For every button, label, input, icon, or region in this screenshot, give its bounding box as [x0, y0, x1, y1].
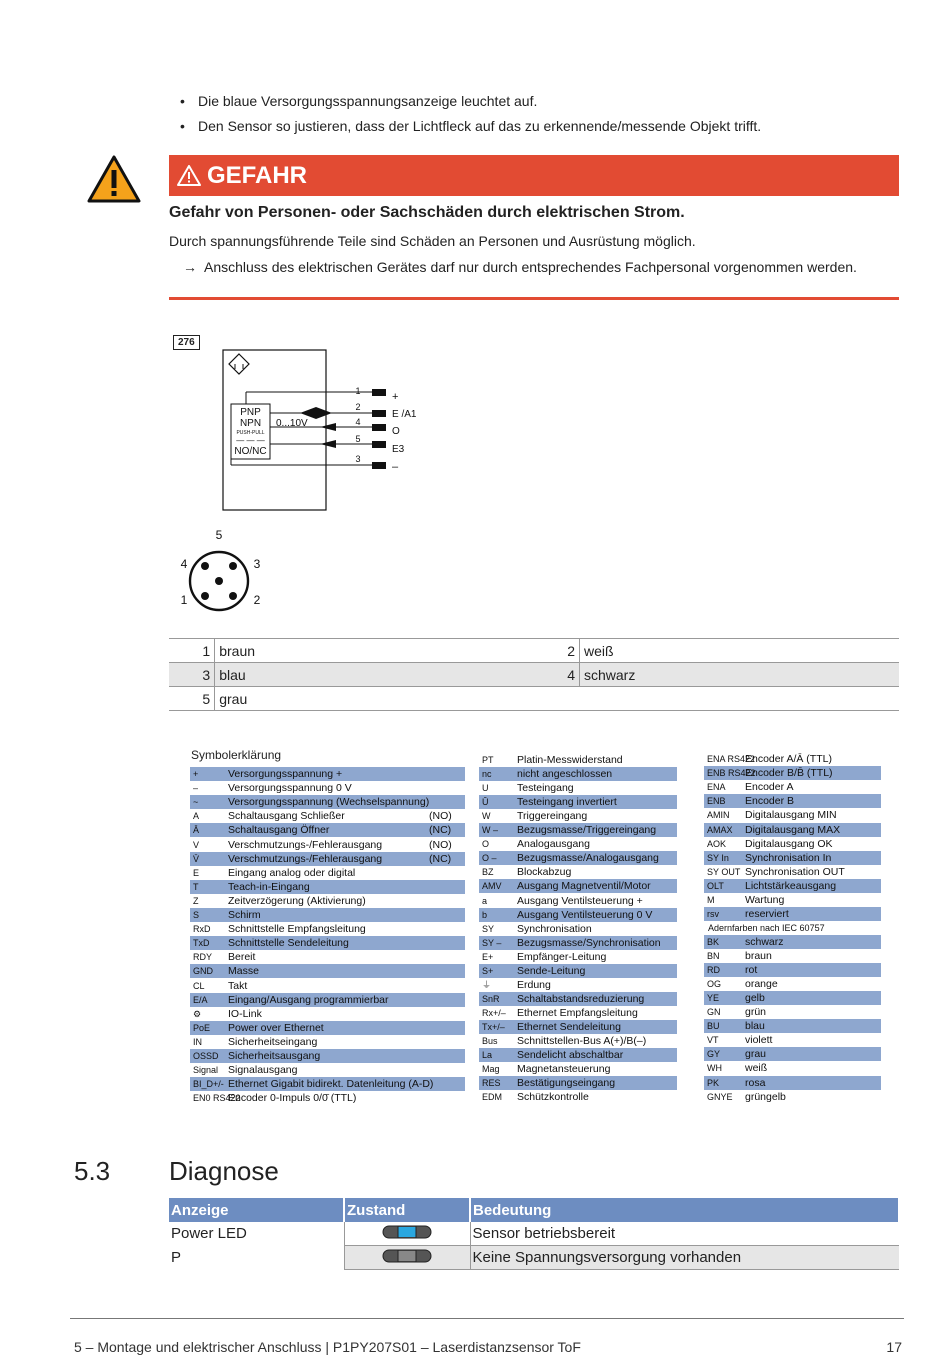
legend-symbol: ⏚ — [482, 979, 492, 990]
legend-symbol: BU — [707, 1021, 720, 1032]
legend-description: Schnittstellen-Bus A(+)/B(–) — [517, 1035, 647, 1047]
legend-description: Verschmutzungs-/Fehlerausgang — [228, 852, 383, 865]
legend-symbol: IN — [193, 1036, 202, 1047]
legend-row — [479, 1076, 677, 1090]
legend-description: Encoder B — [745, 795, 795, 808]
legend-row — [704, 1005, 881, 1019]
pin-label: + — [392, 391, 399, 403]
legend-symbol: SY In — [707, 852, 729, 863]
legend-symbol: BK — [707, 937, 720, 947]
legend-symbol: E/A — [193, 994, 208, 1005]
column-header: Anzeige — [169, 1198, 344, 1222]
legend-description: orange — [745, 978, 778, 991]
legend-row — [704, 752, 881, 766]
table-cell: 3 — [169, 663, 215, 687]
legend-row — [479, 1048, 677, 1062]
legend-symbol: PT — [482, 755, 494, 765]
legend-row — [190, 1021, 465, 1035]
legend-row — [479, 781, 677, 795]
legend-row — [479, 992, 677, 1006]
legend-row — [704, 991, 881, 1005]
legend-row — [479, 753, 677, 767]
legend-symbol: AOK — [707, 838, 727, 849]
legend-row — [479, 908, 677, 922]
table-header-row — [169, 1198, 899, 1222]
connector-pin-label: 3 — [253, 557, 261, 571]
legend-symbol: S — [193, 910, 200, 920]
legend-symbol: SnR — [482, 993, 500, 1004]
figure-number: 276 — [173, 335, 200, 350]
legend-description: Synchronisation In — [745, 851, 832, 864]
legend-row — [479, 767, 677, 781]
legend-title: Symbolerklärung — [191, 748, 282, 762]
legend-symbol: RxD — [193, 924, 211, 935]
legend-description: grün — [745, 1006, 767, 1019]
legend-symbol: WH — [707, 1063, 722, 1074]
legend-row — [704, 780, 881, 794]
legend-row — [190, 1007, 465, 1021]
legend-symbol: V̄ — [193, 853, 200, 864]
legend-symbol: Bus — [482, 1036, 498, 1046]
legend-description: Versorgungsspannung 0 V — [228, 782, 352, 795]
legend-symbol: Tx+/– — [482, 1021, 505, 1032]
legend-symbol: T — [193, 881, 199, 892]
legend-symbol: ENB — [707, 796, 726, 807]
table-cell: P — [169, 1246, 344, 1270]
legend-description: weiß — [745, 1062, 768, 1075]
legend-description: violett — [745, 1034, 773, 1047]
pnp-label: PNP — [240, 407, 261, 418]
dashes: — — — — [236, 436, 265, 445]
legend-description: Ethernet Gigabit bidirekt. Datenleitung (A-D) — [228, 1078, 434, 1091]
pin-number: 5 — [355, 434, 361, 444]
legend-description: Empfänger-Leitung — [517, 950, 607, 963]
legend-symbol: S+ — [482, 965, 494, 976]
connector-pin-label: 5 — [215, 528, 223, 542]
connector-pin-label: 2 — [253, 593, 261, 607]
arrow-right-icon: → — [183, 259, 197, 275]
legend-symbol: AMAX — [707, 824, 733, 835]
legend-description: Sicherheitseingang — [228, 1035, 318, 1048]
legend-symbol: Ū — [482, 797, 489, 808]
legend-description: Schaltausgang Öffner — [228, 824, 330, 837]
legend-symbol: a — [482, 895, 488, 906]
legend-symbol: OSSD — [193, 1051, 219, 1061]
legend-row — [704, 823, 881, 837]
legend-row — [704, 1033, 881, 1047]
legend-symbol: La — [482, 1050, 493, 1061]
legend-description: Teach-in-Eingang — [228, 880, 310, 893]
legend-subtitle: Adernfarben nach IEC 60757 — [708, 923, 825, 933]
legend-row — [479, 879, 677, 893]
table-cell: Power LED — [169, 1222, 344, 1246]
list-item: • Den Sensor so justieren, dass der Lichtfleck auf das zu erkennende/messende Objekt trifft. — [176, 117, 896, 142]
column-header: Zustand — [344, 1198, 470, 1222]
legend-description: Testeingang invertiert — [517, 796, 617, 809]
legend-row — [704, 949, 881, 963]
legend-row — [190, 838, 465, 852]
diagnosis-table — [169, 1198, 900, 1270]
legend-symbol: BN — [707, 951, 720, 962]
legend-row — [479, 837, 677, 851]
legend-row — [190, 866, 465, 880]
legend-description: Ethernet Empfangsleitung — [517, 1006, 638, 1019]
legend-description: Schaltausgang Schließer — [228, 810, 345, 823]
legend-description: Schnittstelle Sendeleitung — [228, 937, 349, 950]
legend-row — [479, 894, 677, 908]
led-indicator-icon — [382, 1225, 432, 1239]
legend-description: rot — [745, 964, 758, 977]
legend-description: blau — [745, 1020, 765, 1033]
legend-description: Bereit — [228, 951, 256, 964]
legend-row — [190, 964, 465, 978]
legend-description: Sendelicht abschaltbar — [517, 1049, 624, 1062]
legend-contact-type: (NC) — [429, 852, 452, 865]
legend-symbol: Ā — [193, 825, 200, 836]
legend-symbol: SY – — [482, 937, 502, 948]
legend-description: Versorgungsspannung (Wechselspannung) — [228, 796, 430, 809]
section-title: Diagnose — [169, 1156, 279, 1186]
legend-row — [479, 978, 677, 992]
legend-row — [190, 1091, 465, 1105]
legend-description: Magnetansteuerung — [517, 1063, 611, 1076]
legend-description: gelb — [745, 992, 765, 1005]
legend-description: Encoder 0-Impuls 0/0̄ (TTL) — [228, 1092, 357, 1105]
legend-symbol: BZ — [482, 867, 494, 878]
legend-symbol: PoE — [193, 1022, 211, 1033]
pin-number: 3 — [355, 454, 361, 464]
legend-row — [479, 795, 677, 809]
legend-row — [704, 1076, 881, 1090]
legend-row — [479, 1090, 677, 1104]
legend-row — [479, 809, 677, 823]
legend-row — [190, 795, 465, 809]
legend-symbol: VT — [707, 1035, 719, 1046]
range-label: 0...10V — [276, 418, 308, 429]
legend-row — [190, 894, 465, 908]
legend-symbol: ⚙ — [193, 1008, 202, 1019]
legend-row — [190, 908, 465, 922]
legend-contact-type: (NC) — [429, 824, 452, 837]
pin-number: 2 — [355, 402, 361, 412]
table-cell: blau — [215, 663, 534, 687]
legend-symbol: OG — [707, 979, 722, 990]
legend-description: rosa — [745, 1076, 766, 1089]
legend-symbol: GND — [193, 966, 213, 977]
legend-description: Bezugsmasse/Synchronisation — [517, 936, 661, 949]
legend-description: Encoder A/Ā (TTL) — [745, 753, 832, 765]
legend-row — [704, 893, 881, 907]
legend-symbol: CL — [193, 980, 205, 991]
legend-description: schwarz — [745, 936, 784, 948]
legend-description: Encoder A — [745, 781, 794, 794]
legend-symbol: W — [482, 811, 491, 822]
connector-pin-label: 1 — [180, 593, 188, 607]
table-cell: Keine Spannungsversorgung vorhanden — [470, 1246, 899, 1270]
legend-symbol: EDM — [482, 1092, 502, 1103]
legend-symbol: rsv — [707, 909, 719, 920]
legend-description: Eingang analog oder digital — [228, 866, 356, 879]
legend-description: grau — [745, 1048, 767, 1061]
legend-symbol: EN0 RS422 — [193, 1093, 241, 1104]
page-number: 17 — [886, 1339, 902, 1355]
legend-symbol: AMV — [482, 881, 502, 892]
legend-row — [704, 1061, 881, 1075]
legend-symbol: E — [193, 867, 200, 878]
legend-description: Takt — [228, 979, 248, 992]
legend-description: Ausgang Magnetventil/Motor — [517, 880, 651, 893]
legend-symbol: Rx+/– — [482, 1007, 506, 1018]
legend-row — [190, 1077, 465, 1091]
legend-description: Sicherheitsausgang — [228, 1050, 321, 1062]
legend-description: Schützkontrolle — [517, 1091, 589, 1104]
legend-description: Synchronisation OUT — [745, 865, 845, 878]
legend-row — [479, 936, 677, 950]
table-cell: 2 — [534, 639, 580, 663]
legend-row — [190, 1035, 465, 1049]
legend-description: Zeitverzögerung (Aktivierung) — [228, 894, 366, 907]
column-header: Bedeutung — [470, 1198, 899, 1222]
legend-description: Bezugsmasse/Analogausgang — [517, 852, 659, 865]
nonc-label: NO/NC — [234, 446, 267, 457]
legend-row — [190, 880, 465, 894]
legend-description: Ausgang Ventilsteuerung + — [517, 894, 643, 907]
table-cell: 5 — [169, 687, 215, 711]
legend-symbol: nc — [482, 769, 492, 780]
danger-title: Gefahr von Personen- oder Sachschäden durch elektrischen Strom. — [169, 204, 685, 221]
legend-description: IO-Link — [228, 1007, 262, 1020]
legend-symbol: Signal — [193, 1065, 219, 1076]
legend-symbol: A — [193, 811, 200, 822]
legend-symbol: E+ — [482, 951, 494, 962]
legend-row — [704, 935, 881, 949]
legend-row — [190, 852, 465, 866]
legend-row — [190, 767, 465, 781]
legend-row — [704, 1047, 881, 1061]
table-row — [169, 1222, 899, 1246]
legend-row — [190, 781, 465, 795]
legend-symbol: ENA — [707, 782, 726, 793]
legend-symbol: + — [193, 769, 199, 779]
legend-description: Verschmutzungs-/Fehlerausgang — [228, 838, 383, 851]
list-item: • Die blaue Versorgungsspannungsanzeige leuchtet auf. — [176, 92, 896, 117]
legend-description: Eingang/Ausgang programmierbar — [228, 993, 389, 1006]
legend-row — [479, 1006, 677, 1020]
legend-symbol: V — [193, 839, 200, 850]
legend-row — [190, 823, 465, 837]
legend-row — [479, 851, 677, 865]
legend-row — [704, 977, 881, 991]
legend-description: Digitalausgang OK — [745, 837, 833, 850]
legend-row — [190, 809, 465, 823]
table-cell: schwarz — [579, 663, 899, 687]
legend-symbol: ENB RS422 — [707, 768, 756, 779]
legend-description: Encoder B/B̄ (TTL) — [745, 767, 833, 780]
legend-description: Power over Ethernet — [228, 1021, 324, 1034]
legend-row — [704, 1090, 881, 1104]
pin-number: 1 — [355, 386, 361, 396]
legend-description: grüngelb — [745, 1090, 786, 1103]
legend-row — [190, 922, 465, 936]
legend-description: nicht angeschlossen — [517, 768, 613, 781]
legend-row — [479, 964, 677, 978]
table-cell: Sensor betriebsbereit — [470, 1222, 899, 1246]
push-pull-label: PUSH-PULL — [236, 430, 265, 436]
legend-symbol: GNYE — [707, 1091, 733, 1102]
table-row — [169, 1246, 899, 1270]
legend-description: Masse — [228, 965, 259, 978]
legend-row — [704, 808, 881, 822]
pin-label: E3 — [392, 444, 405, 455]
legend-description: Platin-Messwiderstand — [517, 754, 623, 766]
legend-symbol: SY OUT — [707, 866, 741, 877]
legend-description: Ausgang Ventilsteuerung 0 V — [517, 908, 653, 921]
table-cell: weiß — [579, 639, 899, 663]
legend-row — [704, 907, 881, 921]
legend-row — [704, 766, 881, 780]
legend-description: Digitalausgang MAX — [745, 823, 841, 836]
legend-description: Signalausgang — [228, 1064, 298, 1077]
legend-description: Bestätigungseingang — [517, 1077, 616, 1090]
legend-symbol: GN — [707, 1007, 721, 1018]
legend-description: Schnittstelle Empfangsleitung — [228, 923, 366, 936]
legend-description: braun — [745, 950, 772, 963]
legend-symbol: YE — [707, 993, 720, 1004]
legend-row — [479, 950, 677, 964]
table-cell: grau — [215, 687, 534, 711]
pin-label: – — [392, 461, 399, 473]
legend-row — [479, 1034, 677, 1048]
legend-row — [704, 865, 881, 879]
legend-symbol: RD — [707, 965, 720, 976]
legend-row — [190, 950, 465, 964]
legend-description: Schaltabstandsreduzierung — [517, 992, 645, 1005]
legend-description: reserviert — [745, 908, 789, 921]
legend-symbol: SY — [482, 923, 495, 934]
pin-number: 4 — [355, 417, 361, 427]
pin-label: E /A1 — [392, 409, 417, 420]
legend-description: Ethernet Sendeleitung — [517, 1020, 621, 1033]
legend-description: Wartung — [745, 894, 785, 906]
legend-symbol: M — [707, 895, 715, 905]
legend-symbol: Z — [193, 895, 199, 906]
led-state-cell — [344, 1222, 470, 1246]
legend-symbol: RES — [482, 1078, 501, 1089]
npn-label: NPN — [239, 418, 262, 429]
table-cell: 1 — [169, 639, 215, 663]
legend-row — [704, 851, 881, 865]
led-state-cell — [344, 1246, 470, 1270]
legend-description: Triggereingang — [517, 810, 588, 823]
legend-symbol: PK — [707, 1077, 720, 1088]
legend-symbol: Mag — [482, 1064, 500, 1075]
legend-row — [479, 865, 677, 879]
legend-row — [479, 823, 677, 837]
legend-description: Analogausgang — [517, 838, 590, 851]
legend-description: Blockabzug — [517, 866, 572, 879]
connector-pin-label: 4 — [180, 557, 188, 571]
legend-row — [190, 993, 465, 1007]
legend-description: Testeingang — [517, 782, 574, 795]
legend-symbol: b — [482, 909, 488, 920]
legend-description: Lichtstärkeausgang — [745, 879, 837, 892]
legend-contact-type: (NO) — [429, 810, 452, 823]
legend-row — [190, 1049, 465, 1063]
legend-description: Digitalausgang MIN — [745, 809, 837, 822]
table-cell: braun — [215, 639, 534, 663]
legend-symbol: – — [193, 783, 199, 794]
legend-symbol: ENA RS422 — [707, 754, 756, 764]
legend-description: Versorgungsspannung + — [228, 768, 343, 780]
legend-description: Erdung — [517, 978, 551, 991]
pin-label: O — [392, 426, 400, 437]
legend-row — [190, 936, 465, 950]
legend-symbol: RDY — [193, 952, 213, 963]
legend-row — [190, 979, 465, 993]
legend-row — [479, 1020, 677, 1034]
legend-row — [704, 963, 881, 977]
legend-description: Synchronisation — [517, 922, 592, 935]
legend-symbol: OLT — [707, 880, 724, 891]
footer-text: 5 – Montage und elektrischer Anschluss | P1PY207S01 – Laserdistanzsensor ToF — [74, 1339, 581, 1355]
danger-text: Durch spannungsführende Teile sind Schäden an Personen und Ausrüstung möglich. — [169, 233, 696, 249]
legend-symbol: O – — [482, 853, 497, 864]
legend-symbol: O — [482, 839, 490, 850]
section-number: 5.3 — [74, 1156, 111, 1186]
legend-description: Sende-Leitung — [517, 964, 586, 977]
danger-label: GEFAHR — [207, 161, 308, 189]
legend-row — [704, 794, 881, 808]
legend-symbol: GY — [707, 1049, 721, 1060]
legend-description: Schirm — [228, 909, 261, 921]
legend-row — [479, 922, 677, 936]
legend-symbol: ~ — [193, 797, 199, 808]
legend-symbol: AMIN — [707, 810, 730, 821]
legend-row — [704, 879, 881, 893]
legend-symbol: BI_D+/- — [193, 1079, 224, 1090]
legend-row — [479, 1062, 677, 1076]
table-cell: 4 — [534, 663, 580, 687]
legend-symbol: TxD — [193, 938, 210, 949]
footer-divider — [70, 1318, 904, 1319]
legend-symbol: U — [482, 783, 489, 794]
danger-action-text: Anschluss des elektrischen Gerätes darf nur durch entsprechendes Fachpersonal vorgenommen werden. — [204, 259, 857, 275]
legend-contact-type: (NO) — [429, 838, 452, 851]
legend-row — [704, 837, 881, 851]
legend-row — [190, 1063, 465, 1077]
legend-description: Bezugsmasse/Triggereingang — [517, 824, 657, 837]
led-indicator-icon — [382, 1249, 432, 1263]
legend-symbol: W – — [482, 825, 499, 836]
legend-row — [704, 1019, 881, 1033]
